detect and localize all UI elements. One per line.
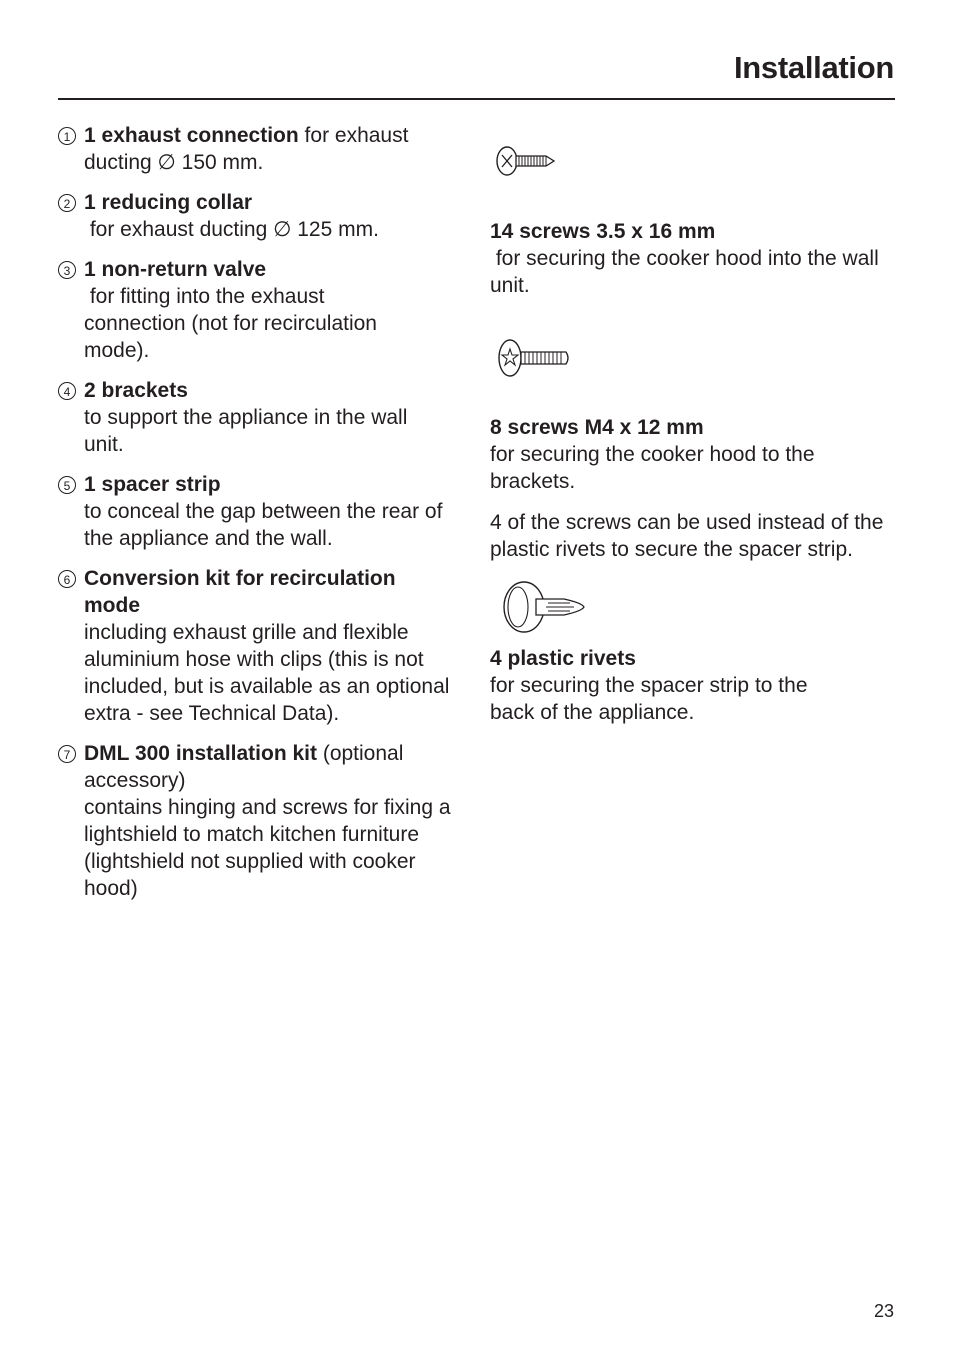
item-title: 1 spacer strip bbox=[84, 473, 221, 496]
page-title: Installation bbox=[733, 50, 894, 85]
list-item bbox=[490, 142, 890, 299]
list-item bbox=[490, 336, 890, 563]
list-item bbox=[58, 256, 468, 364]
item-description: including exhaust grille and flexible aluminium hose with clips (this is not included, but is available as an optional extra - see Technical Data). bbox=[84, 621, 450, 725]
machine-screw-icon bbox=[496, 336, 576, 386]
item-description: to conceal the gap between the rear of the appliance and the wall. bbox=[84, 500, 443, 550]
right-column bbox=[490, 122, 890, 726]
item-number: 7 bbox=[58, 745, 76, 763]
item-number: 3 bbox=[58, 261, 76, 279]
item-description: for fitting into the exhaust connection (not for recirculation mode). bbox=[84, 285, 383, 362]
item-title: 1 exhaust connection bbox=[84, 124, 299, 147]
list-item bbox=[490, 575, 890, 726]
header-rule bbox=[58, 98, 895, 100]
item-description: for exhaust ducting ∅ 125 mm. bbox=[84, 218, 379, 241]
list-item bbox=[58, 740, 468, 902]
item-number: 4 bbox=[58, 382, 76, 400]
list-item bbox=[58, 471, 468, 552]
item-description: contains hinging and screws for fixing a lightshield to match kitchen furniture (lightshield not supplied with cooker hood) bbox=[84, 796, 451, 900]
item-note: 4 of the screws can be used instead of the plastic rivets to secure the spacer strip. bbox=[490, 511, 884, 561]
page-number: 23 bbox=[873, 1301, 894, 1321]
list-item bbox=[58, 377, 468, 458]
item-number: 2 bbox=[58, 194, 76, 212]
item-inline-text: for exhaust bbox=[298, 124, 409, 147]
item-description: for securing the spacer strip to the back of the appliance. bbox=[490, 674, 808, 724]
item-description: for securing the cooker hood into the wall unit. bbox=[490, 247, 885, 297]
wood-screw-icon bbox=[494, 142, 564, 188]
item-title: 8 screws M4 x 12 mm bbox=[490, 416, 704, 439]
item-title: 2 brackets bbox=[84, 379, 188, 402]
item-title: 14 screws 3.5 x 16 mm bbox=[490, 220, 716, 243]
plastic-rivet-icon bbox=[496, 575, 592, 635]
list-item bbox=[58, 189, 468, 243]
item-title: 4 plastic rivets bbox=[490, 647, 636, 670]
left-column bbox=[58, 122, 468, 915]
item-description: for securing the cooker hood to the brackets. bbox=[490, 443, 815, 493]
list-item bbox=[58, 122, 468, 176]
item-number: 1 bbox=[58, 127, 76, 145]
item-title: 1 non-return valve bbox=[84, 258, 267, 281]
list-item bbox=[58, 565, 468, 727]
item-description: to support the appliance in the wall unit. bbox=[84, 406, 408, 456]
item-number: 5 bbox=[58, 476, 76, 494]
item-description: ducting ∅ 150 mm. bbox=[84, 151, 264, 174]
item-inline-text: (optional accessory) bbox=[84, 742, 404, 792]
item-number: 6 bbox=[58, 570, 76, 588]
item-title: Conversion kit for recirculation mode bbox=[84, 567, 396, 617]
item-title: DML 300 installation kit bbox=[84, 742, 317, 765]
item-title: 1 reducing collar bbox=[84, 191, 253, 214]
